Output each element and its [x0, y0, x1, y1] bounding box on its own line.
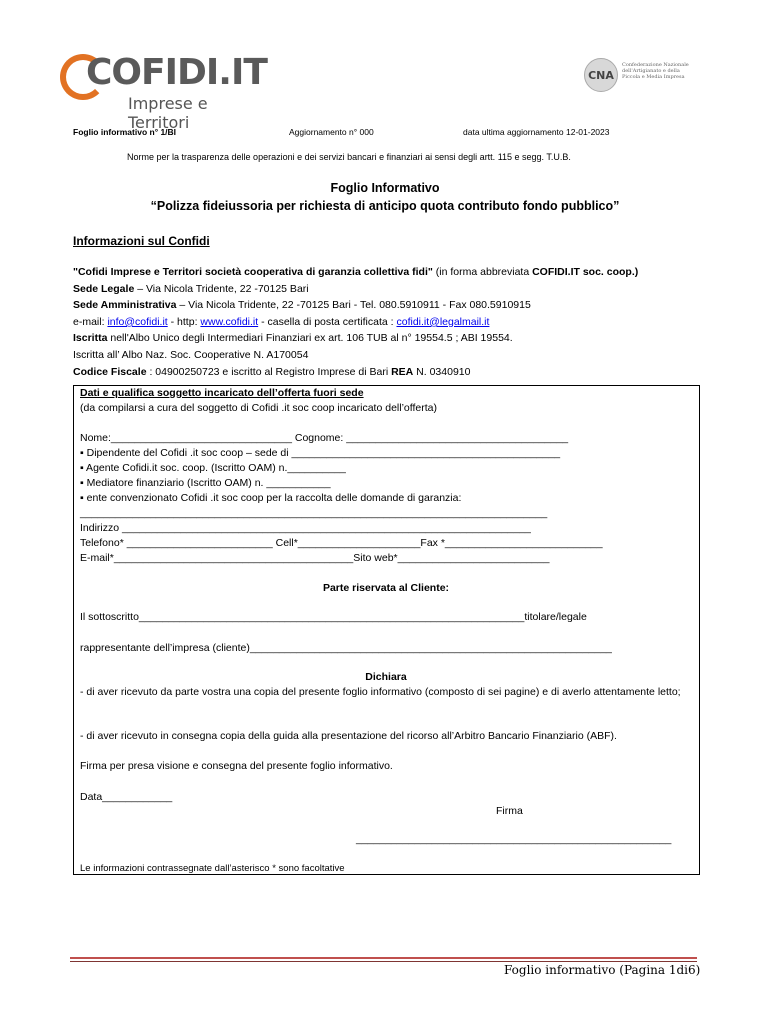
email-link[interactable]: info@cofidi.it [107, 315, 168, 328]
iscritta-value: nell'Albo Unico degli Intermediari Finanziari ex art. 106 TUB al n° 19554.5 ; ABI 19554. [107, 332, 513, 345]
firma-label: Firma [496, 805, 523, 817]
box-heading: Dati e qualifica soggetto incaricato dell’offerta fuori sede [80, 387, 364, 399]
offer-box [73, 385, 700, 875]
iscritta-label: Iscritta [73, 332, 108, 345]
rappresentante-field[interactable]: rappresentante dell’impresa (cliente)______________________________________________________________ [80, 642, 612, 654]
option-mediatore[interactable]: ▪ Mediatore finanziario (Iscritto OAM) n. ___________ [80, 477, 331, 489]
sede-amm-line [73, 297, 713, 314]
firma-line-field[interactable]: ______________________________________________________ [356, 833, 672, 845]
option-dipendente[interactable]: ▪ Dipendente del Cofidi .it soc coop – sede di ______________________________________________ [80, 447, 561, 459]
indirizzo-field[interactable]: Indirizzo ______________________________________________________________________ [80, 522, 531, 534]
cna-text: Confederazione Nazionale dell'Artigianato e della Piccola e Media Impresa [622, 62, 689, 80]
sottoscritto-field[interactable]: Il sottoscritto__________________________________________________________________titolare/legale [80, 611, 587, 623]
iscritta-line [73, 330, 713, 347]
blank-line-field[interactable]: ________________________________________________________________________________ [80, 507, 548, 519]
norme-text: Norme per la trasparenza delle operazioni e dei servizi bancari e finanziari ai sensi degli artt. 115 e segg. T.U.B. [127, 152, 571, 162]
confidi-name-line [73, 264, 713, 281]
cna-logo [584, 58, 694, 94]
http-prefix: - http: [167, 315, 201, 328]
data-aggiornamento: data ultima aggiornamento 12-01-2023 [463, 127, 610, 137]
cf-line [73, 364, 713, 381]
rea-label: REA [391, 365, 414, 378]
dichiara-heading: Dichiara [365, 671, 407, 683]
sede-legale-label: Sede Legale [73, 282, 135, 295]
cf-label: Codice Fiscale [73, 365, 147, 378]
cf-value: : 04900250723 e iscritto al Registro Imprese di Bari [146, 365, 392, 378]
logo-subtitle: Imprese e Territori [128, 94, 208, 132]
dichiarazione-1: - di aver ricevuto da parte vostra una copia del presente foglio informativo (composto di sei pagine) e di averlo attentamente letto; [80, 686, 681, 698]
footer-divider [70, 957, 697, 959]
nome-cognome-field[interactable]: Nome:_______________________________ Cognome: ______________________________________ [80, 432, 569, 444]
pec-link[interactable]: cofidi.it@legalmail.it [396, 315, 490, 328]
footnote: Le informazioni contrassegnate dall’asterisco * sono facoltative [80, 863, 345, 874]
pec-prefix: - casella di posta certificata : [258, 315, 397, 328]
parte-riservata-heading: Parte riservata al Cliente: [322, 582, 450, 594]
box-subheading: (da compilarsi a cura del soggetto di Cofidi .it soc coop incaricato dell’offerta) [80, 402, 437, 414]
section-heading-confidi: Informazioni sul Confidi [73, 234, 210, 248]
email-prefix: e-mail: [73, 315, 108, 328]
confidi-name-mid: (in forma abbreviata [432, 266, 533, 278]
option-agente[interactable]: ▪ Agente Cofidi.it soc. coop. (Iscritto OAM) n.__________ [80, 462, 346, 474]
firma-presa-visione: Firma per presa visione e consegna del presente foglio informativo. [80, 760, 393, 772]
aggiornamento: Aggiornamento n° 000 [289, 127, 374, 137]
page-number: Foglio informativo (Pagina 1di6) [504, 963, 701, 977]
sede-amm-label: Sede Amministrativa [73, 299, 177, 312]
option-ente[interactable]: ▪ ente convenzionato Cofidi .it soc coop per la raccolta delle domande di garanzia: [80, 492, 462, 504]
confidi-name: "Cofidi Imprese e Territori società cooperativa di garanzia collettiva fidi" [73, 266, 433, 278]
logo-text: COFIDI.IT [86, 52, 267, 93]
website-link[interactable]: www.cofidi.it [200, 315, 259, 328]
confidi-info [73, 264, 713, 380]
foglio-number: Foglio informativo n° 1/BI [73, 127, 177, 137]
rea-value: N. 0340910 [413, 365, 471, 378]
email-field[interactable]: E-mail*_________________________________________Sito web*__________________________ [80, 552, 550, 564]
cna-badge-icon: CNA [584, 58, 618, 92]
contact-line [73, 314, 713, 331]
doc-subtitle: “Polizza fideiussoria per richiesta di anticipo quota contributo fondo pubblico” [150, 199, 620, 213]
sede-amm-value: – Via Nicola Tridente, 22 -70125 Bari - Tel. 080.5910911 - Fax 080.5910915 [176, 299, 531, 312]
dichiarazione-2: - di aver ricevuto in consegna copia della guida alla presentazione del ricorso all’Arbitro Bancario Finanziario (ABF). [80, 730, 617, 742]
sede-legale-value: – Via Nicola Tridente, 22 -70125 Bari [134, 282, 309, 295]
confidi-abbr: COFIDI.IT soc. coop.) [532, 266, 639, 278]
sede-legale-line [73, 281, 713, 298]
footer-divider-thin [70, 961, 697, 962]
doc-title: Foglio Informativo [330, 181, 440, 195]
albo-line: Iscritta all’ Albo Naz. Soc. Cooperative N. A170054 [73, 348, 309, 361]
telefono-field[interactable]: Telefono* _________________________ Cell*_____________________Fax *___________________________ [80, 537, 603, 549]
data-field[interactable]: Data____________ [80, 791, 173, 803]
